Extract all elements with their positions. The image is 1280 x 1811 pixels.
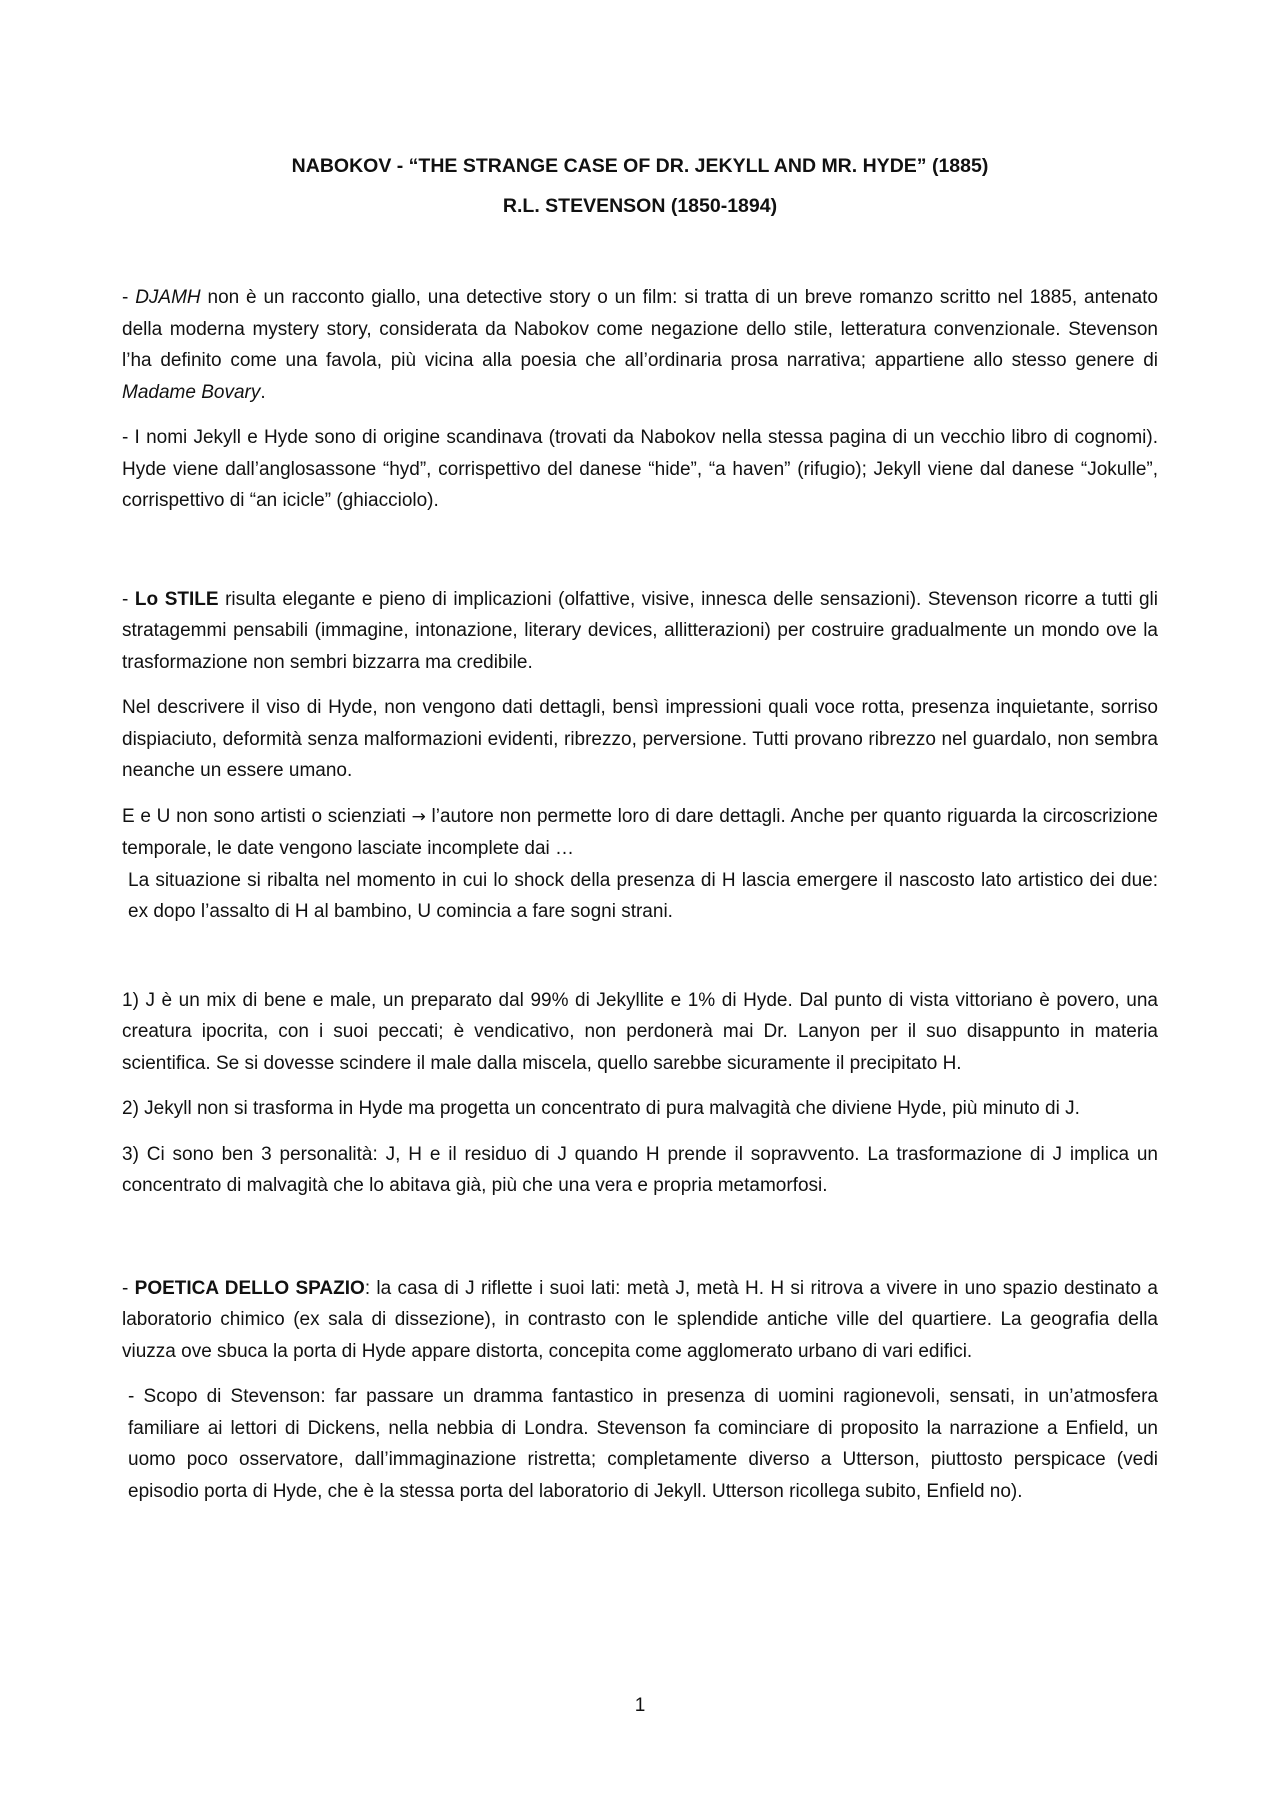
paragraph-djamh	[122, 282, 1158, 408]
italic-title-madame-bovary: Madame Bovary	[122, 381, 261, 403]
italic-title-djamh: DJAMH	[135, 287, 201, 308]
paragraph-situazione: La situazione si ribalta nel momento in cui lo shock della presenza di H lascia emergere il nascosto lato artistico dei due: ex dopo l’assalto di H al bambino, U comincia a fare sogni strani.	[128, 869, 1158, 922]
page-content	[122, 152, 1158, 1507]
paragraph-stile	[122, 584, 1158, 679]
paragraph-text: risulta elegante e pieno di implicazioni (olfattive, visive, innesca delle sensazioni). Stevenson ricorre a tutti gli stratagemmi pensabili (immagine, intonazione, literary devices, allitterazioni) per costruire gradualmente un mondo ove la trasformazione non sembri bizzarra ma credibile.	[122, 588, 1158, 673]
paragraph-text: non è un racconto giallo, una detective story o un film: si tratta di un breve romanzo scritto nel 1885, antenato della moderna mystery story, considerata da Nabokov come negazione dello stile, letteratura convenzionale. Stevenson l’ha definito come una favola, più vicina alla poesia che all’ordinaria prosa narrativa; appartiene allo stesso genere di	[122, 287, 1158, 371]
paragraph-text: l’autore non permette loro di dare dettagli. Anche per quanto riguarda la circoscrizione temporale, le date vengono lasciate incomplete dai …	[122, 805, 1158, 859]
paragraph-text: : la casa di J riflette i suoi lati: metà J, metà H. H si ritrova a vivere in uno spazio destinato a laboratorio chimico (ex sala di dissezione), in contrasto con le splendide antiche ville del quartiere. La geografia della viuzza ove sbuca la porta di Hyde appare distorta, concepita come agglomerato urbano di vari edifici.	[122, 1277, 1158, 1362]
bold-heading-stile: Lo STILE	[134, 588, 219, 610]
document-subtitle: R.L. STEVENSON (1850-1894)	[502, 195, 778, 217]
paragraph-text: E e U non sono artisti o scienziati	[122, 805, 412, 827]
paragraph-point-3: 3) Ci sono ben 3 personalità: J, H e il residuo di J quando H prende il sopravvento. La trasformazione di J implica un concentrato di malvagità che lo abitava già, più che una vera e propria metamorfosi.	[122, 1143, 1158, 1196]
paragraph-dash: -	[122, 1277, 135, 1299]
paragraph-hyde-face: Nel descrivere il viso di Hyde, non vengono dati dettagli, bensì impressioni quali voce rotta, presenza inquietante, sorriso dispiaciuto, deformità senza malformazioni evidenti, ribrezzo, perversione. Tutti provano ribrezzo nel guardalo, non sembra neanche un essere umano.	[122, 697, 1158, 781]
paragraph-dash: -	[122, 287, 136, 308]
bold-heading-poetica-spazio: POETICA DELLO SPAZIO	[134, 1277, 365, 1299]
paragraph-poetica-spazio	[122, 1273, 1158, 1368]
document-title: NABOKOV - “THE STRANGE CASE OF DR. JEKYLL AND MR. HYDE” (1885)	[291, 155, 989, 177]
paragraph-names-origin: - I nomi Jekyll e Hyde sono di origine scandinava (trovati da Nabokov nella stessa pagina di un vecchio libro di cognomi). Hyde viene dall’anglosassone “hyd”, corrispettivo del danese “hide”, “a haven” (rifugio); Jekyll viene dal danese “Jokulle”, corrispettivo di “an icicle” (ghiacciolo).	[122, 427, 1158, 511]
paragraph-dash: -	[122, 588, 135, 610]
paragraph-point-2: 2) Jekyll non si trasforma in Hyde ma progetta un concentrato di pura malvagità che diviene Hyde, più minuto di J.	[122, 1098, 1080, 1119]
arrow-right-icon: →	[411, 806, 426, 827]
paragraph-end: .	[260, 381, 266, 403]
paragraph-scopo-stevenson: - Scopo di Stevenson: far passare un dramma fantastico in presenza di uomini ragionevoli, sensati, in un’atmosfera familiare ai lettori di Dickens, nella nebbia di Londra. Stevenson fa cominciare di proposito la narrazione a Enfield, un uomo poco osservatore, dall’immaginazione ristretta; completamente diverso a Utterson, piuttosto perspicace (vedi episodio porta di Hyde, che è la stessa porta del laboratorio di Jekyll. Utterson ricollega subito, Enfield no).	[128, 1386, 1158, 1502]
paragraph-point-1: 1) J è un mix di bene e male, un preparato dal 99% di Jekyllite e 1% di Hyde. Dal punto di vista vittoriano è povero, una creatura ipocrita, con i suoi peccati; è vendicativo, non perdonerà mai Dr. Lanyon per il suo disappunto in materia scientifica. Se si dovesse scindere il male dalla miscela, quello sarebbe sicuramente il precipitato H.	[122, 989, 1158, 1074]
page-number: 1	[634, 1695, 646, 1716]
paragraph-e-u	[122, 801, 1158, 865]
